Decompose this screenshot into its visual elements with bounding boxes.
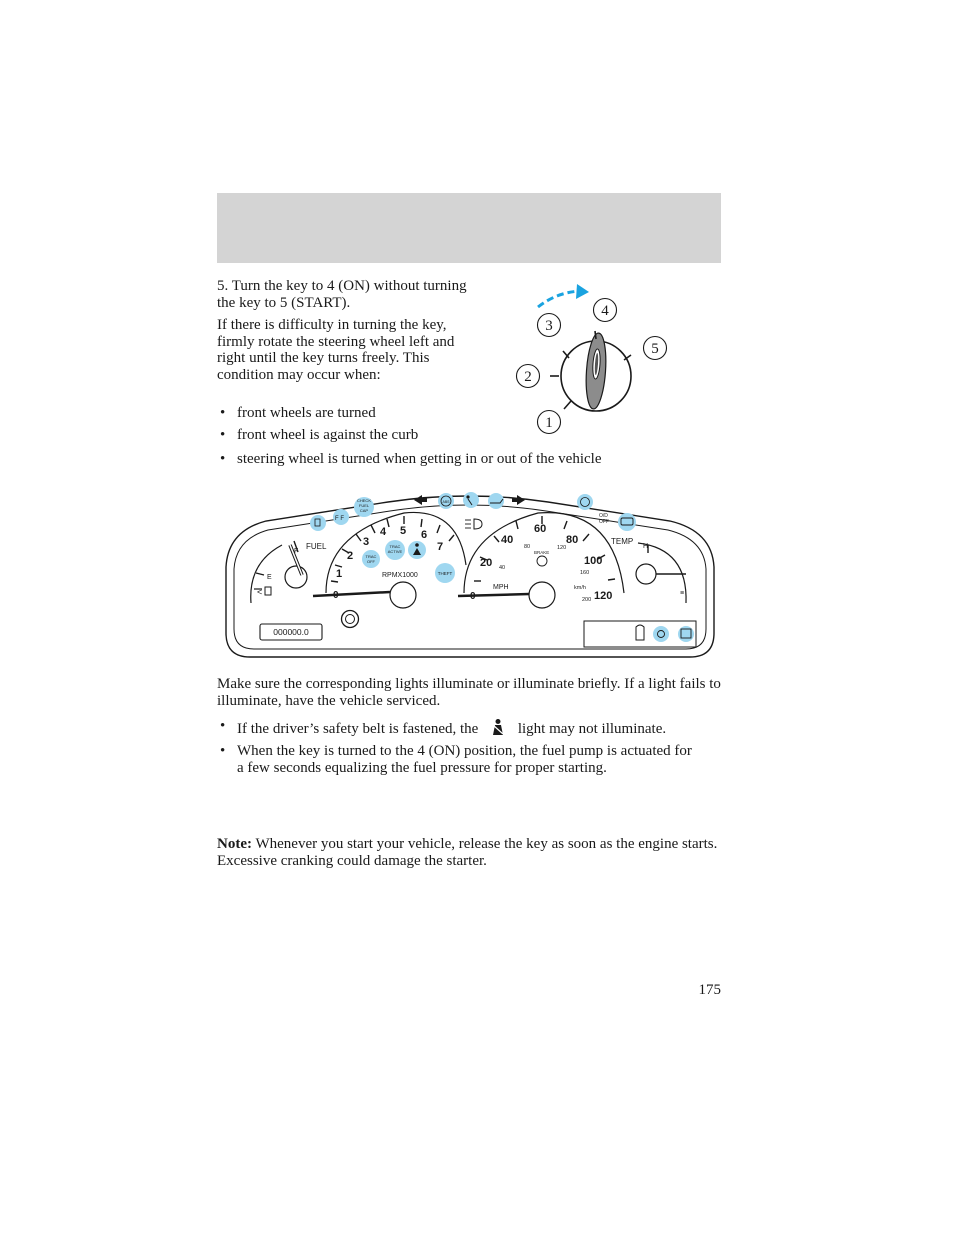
svg-text:km/h: km/h bbox=[574, 585, 586, 591]
svg-text:OFF: OFF bbox=[599, 519, 609, 525]
svg-text:20: 20 bbox=[480, 557, 493, 569]
svg-text:ACTIVE: ACTIVE bbox=[387, 549, 403, 554]
brake-warning-icon bbox=[577, 494, 593, 510]
svg-text:FUEL: FUEL bbox=[306, 542, 327, 551]
note-paragraph bbox=[217, 836, 721, 869]
svg-text:160: 160 bbox=[580, 570, 590, 576]
svg-text:F: F bbox=[294, 548, 299, 555]
odometer bbox=[260, 624, 322, 640]
svg-text:CHECK: CHECK bbox=[356, 498, 372, 503]
position-3-label: 3 bbox=[545, 318, 553, 334]
svg-text:200: 200 bbox=[582, 597, 592, 603]
svg-text:THEFT: THEFT bbox=[437, 571, 453, 576]
washer-fluid-icon bbox=[678, 626, 694, 642]
rotation-arrow-icon bbox=[538, 291, 581, 307]
svg-text:0: 0 bbox=[470, 591, 476, 602]
svg-text:000000.0: 000000.0 bbox=[273, 627, 309, 637]
svg-text:1: 1 bbox=[336, 568, 343, 580]
instrument-cluster-diagram bbox=[218, 485, 722, 660]
arrow-head-icon bbox=[576, 284, 589, 299]
low-fuel-icon bbox=[310, 515, 326, 531]
verify-lights-paragraph: Make sure the corresponding lights illuminate or illuminate briefly. If a light fails to illuminate, have the vehicle serviced. bbox=[217, 676, 721, 709]
svg-text:FUEL: FUEL bbox=[358, 503, 370, 508]
svg-text:H: H bbox=[643, 543, 649, 550]
airbag-icon bbox=[463, 492, 479, 508]
svg-text:2: 2 bbox=[347, 550, 354, 562]
position-1-label: 1 bbox=[545, 415, 553, 431]
svg-text:7: 7 bbox=[437, 541, 444, 553]
svg-text:CAP: CAP bbox=[359, 508, 369, 513]
position-5-label: 5 bbox=[651, 341, 659, 357]
step-5-text: 5. Turn the key to 4 (ON) without turning the key to 5 (START). bbox=[217, 278, 467, 311]
svg-text:TRAC: TRAC bbox=[365, 554, 377, 559]
svg-text:O/D: O/D bbox=[599, 513, 608, 519]
lamp-out-icon bbox=[653, 626, 669, 642]
page-number: 175 bbox=[698, 982, 721, 998]
ignition-switch-diagram bbox=[505, 280, 680, 440]
svg-text:≡: ≡ bbox=[680, 590, 685, 597]
difficulty-paragraph: If there is difficulty in turning the key, firmly rotate the steering wheel left and right until the key turns freely. This condition may occur when: bbox=[217, 317, 455, 383]
svg-text:80: 80 bbox=[566, 534, 579, 546]
svg-text:MPH: MPH bbox=[493, 584, 509, 591]
svg-text:ABS: ABS bbox=[442, 500, 450, 504]
svg-text:RPMX1000: RPMX1000 bbox=[382, 572, 418, 579]
svg-text:<: < bbox=[257, 587, 263, 597]
svg-text:40: 40 bbox=[501, 534, 514, 546]
svg-text:120: 120 bbox=[557, 545, 567, 551]
svg-text:80: 80 bbox=[524, 544, 531, 550]
svg-text:TRAC: TRAC bbox=[389, 544, 401, 549]
svg-text:E: E bbox=[267, 574, 272, 581]
note-label: Note: bbox=[217, 836, 252, 852]
note-text: Whenever you start your vehicle, release the key as soon as the engine starts. Excessive cranking could damage the starter. bbox=[217, 836, 718, 869]
svg-text:100: 100 bbox=[584, 555, 603, 567]
svg-text:4: 4 bbox=[380, 526, 387, 538]
svg-text:BRAKE: BRAKE bbox=[534, 550, 550, 555]
section-header-band bbox=[217, 193, 721, 263]
safety-belt-icon bbox=[488, 718, 508, 736]
svg-text:F F: F F bbox=[335, 516, 344, 522]
position-4-label: 4 bbox=[601, 303, 609, 319]
svg-text:TEMP: TEMP bbox=[611, 537, 634, 546]
svg-text:60: 60 bbox=[534, 523, 547, 535]
svg-text:6: 6 bbox=[421, 529, 428, 541]
svg-text:OFF: OFF bbox=[367, 559, 375, 564]
svg-text:5: 5 bbox=[400, 525, 407, 537]
position-2-label: 2 bbox=[524, 369, 532, 385]
svg-text:120: 120 bbox=[594, 590, 613, 602]
svg-text:0: 0 bbox=[333, 590, 339, 601]
svg-text:40: 40 bbox=[499, 565, 506, 571]
svg-text:3: 3 bbox=[363, 536, 370, 548]
